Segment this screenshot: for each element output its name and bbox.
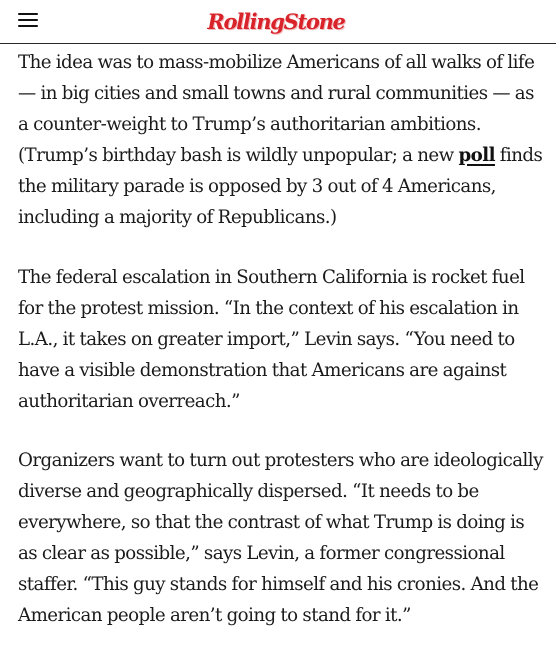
article-paragraph	[18, 47, 548, 233]
article-paragraph: Organizers want to turn out protesters who are ideologically diverse and geographically dispersed. “It needs to be everywhere, so that the contrast of what Trump is doing is as clear as possible,” says Levin, a former congressional staffer. “This guy stands for himself and his cronies. And the American people aren’t going to stand for it.”	[18, 450, 543, 626]
menu-line	[18, 25, 38, 27]
menu-line	[18, 19, 38, 21]
paragraph-text: finds the military parade is opposed by 3 out of 4 Americans, including a majority of Republicans.)	[18, 145, 543, 228]
rolling-stone-logo[interactable]	[206, 4, 346, 38]
article-paragraph: The federal escalation in Southern California is rocket fuel for the protest mission. “In the context of his escalation in L.A., it takes on greater import,” Levin says. “You need to have a visible demonstration that Americans are against authoritarian overreach.”	[18, 267, 525, 412]
paragraph-text: The idea was to mass-mobilize Americans of all walks of life — in big cities and small towns and rural communities — as a counter-weight to Trump’s authoritarian ambitions. (Trump’s birthday bash is wildly unpopular; a new	[18, 52, 535, 166]
hamburger-menu-icon[interactable]	[18, 13, 38, 27]
menu-line	[18, 13, 38, 15]
logo-wordmark: RollingStone	[207, 8, 345, 34]
poll-link[interactable]: poll	[458, 145, 495, 166]
top-navigation-bar	[0, 0, 556, 44]
